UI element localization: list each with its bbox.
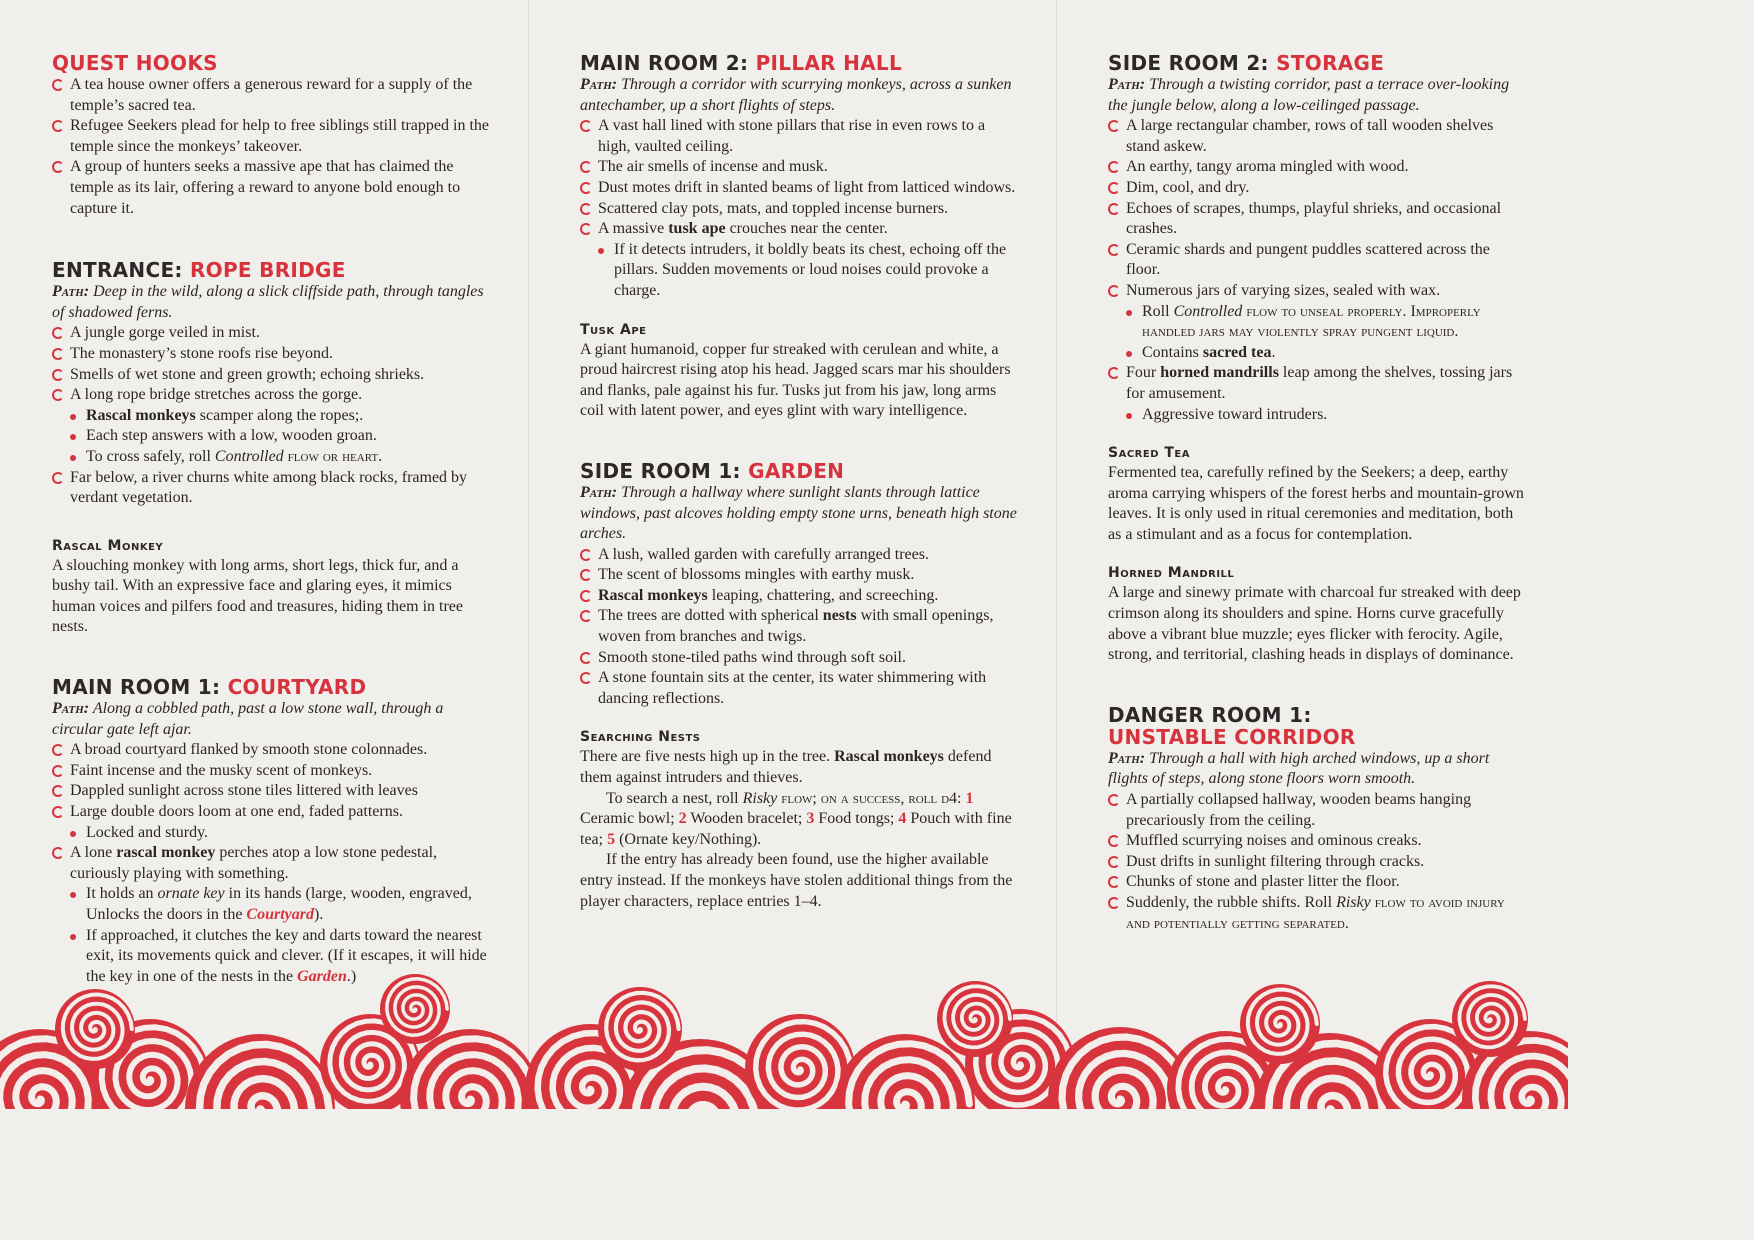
list-item: Refugee Seekers plead for help to free siblings still trapped in the temple since the monkeys’ takeover.	[52, 116, 492, 157]
quest-hooks-list	[52, 75, 492, 219]
swirl-border-decoration	[0, 969, 1568, 1109]
garden-heading: SIDE ROOM 1: GARDEN	[580, 458, 845, 483]
list-item: A group of hunters seeks a massive ape that has claimed the temple as its lair, offering a reward to anyone bold enough to capture it.	[52, 157, 492, 219]
list-item: The trees are dotted with spherical nests with small openings, woven from branches and twigs.	[580, 606, 1020, 647]
pillar-hall-list	[580, 116, 1020, 240]
courtyard-section	[52, 676, 492, 987]
list-item: Smooth stone-tiled paths wind through soft soil.	[580, 648, 1020, 669]
horned-mandrill-heading: Horned Mandrill	[1108, 565, 1235, 582]
entrance-sublist	[52, 406, 492, 468]
list-item: Ceramic shards and pungent puddles scattered across the floor.	[1108, 240, 1528, 281]
tusk-ape-heading: Tusk Ape	[580, 321, 647, 338]
pillar-hall-sublist	[580, 240, 1020, 302]
list-item: Faint incense and the musky scent of monkeys.	[52, 761, 492, 782]
pillar-hall-path: Path: Through a corridor with scurrying monkeys, across a sunken antechamber, up a short flights of steps.	[580, 76, 1012, 114]
list-item: The scent of blossoms mingles with earthy musk.	[580, 565, 1020, 586]
list-item: An earthy, tangy aroma mingled with wood.	[1108, 157, 1528, 178]
list-item: A broad courtyard flanked by smooth stone colonnades.	[52, 740, 492, 761]
tusk-ape-section	[580, 320, 1020, 422]
storage-list	[1108, 116, 1528, 301]
sub-item: Contains sacred tea.	[1108, 343, 1528, 364]
storage-section	[1108, 52, 1528, 425]
courtyard-list	[52, 740, 492, 822]
storage-path: Path: Through a twisting corridor, past a terrace over-looking the jungle below, along a low-ceilinged passage.	[1108, 76, 1510, 114]
list-item: Dust motes drift in slanted beams of light from latticed windows.	[580, 178, 1020, 199]
courtyard-link[interactable]: Courtyard	[246, 906, 314, 923]
list-item: A stone fountain sits at the center, its water shimmering with dancing reflections.	[580, 668, 1020, 709]
storage-heading: SIDE ROOM 2: STORAGE	[1108, 51, 1385, 75]
sub-item: Locked and sturdy.	[52, 823, 492, 844]
horned-mandrill-section	[1108, 563, 1528, 665]
list-item: Chunks of stone and plaster litter the floor.	[1108, 872, 1528, 893]
sub-item: Each step answers with a low, wooden groan.	[52, 426, 492, 447]
garden-list	[580, 545, 1020, 710]
storage-sublist-2	[1108, 405, 1528, 426]
list-item: A long rope bridge stretches across the gorge.	[52, 385, 492, 406]
rascal-monkey-text: A slouching monkey with long arms, short legs, thick fur, and a bushy tail. With an expressive face and glaring eyes, it mimics human voices and pilfers food and treasures, hiding them in tree nests.	[52, 556, 463, 636]
list-item: Smells of wet stone and green growth; echoing shrieks.	[52, 365, 492, 386]
list-item: Suddenly, the rubble shifts. Roll Risky flow to avoid injury and potentially getting separated.	[1108, 893, 1528, 934]
list-item: Four horned mandrills leap among the shelves, tossing jars for amusement.	[1108, 363, 1528, 404]
unstable-corridor-path: Path: Through a hall with high arched windows, up a short flights of steps, along stone floors worn smooth.	[1108, 749, 1490, 788]
searching-nests-heading: Searching Nests	[580, 729, 701, 746]
unstable-corridor-list	[1108, 790, 1528, 934]
courtyard-sublist-1	[52, 823, 492, 844]
list-item: The air smells of incense and musk.	[580, 157, 1020, 178]
list-item: Large double doors loom at one end, faded patterns.	[52, 802, 492, 823]
list-item: Numerous jars of varying sizes, sealed with wax.	[1108, 281, 1528, 302]
list-item: Far below, a river churns white among black rocks, framed by verdant vegetation.	[52, 468, 492, 509]
entrance-section	[52, 259, 492, 509]
rascal-monkey-heading: Rascal Monkey	[52, 537, 164, 554]
entrance-heading: ENTRANCE: ROPE BRIDGE	[52, 258, 346, 283]
list-item: Dust drifts in sunlight filtering through cracks.	[1108, 852, 1528, 873]
pillar-hall-section	[580, 52, 1020, 302]
entrance-list-end	[52, 468, 492, 509]
swirl-pattern	[0, 974, 1568, 1109]
entrance-list	[52, 323, 492, 405]
nests-paragraph-1: There are five nests high up in the tree. Rascal monkeys defend them against intruders and thieves.	[580, 748, 992, 787]
list-item: A tea house owner offers a generous reward for a supply of the temple’s sacred tea.	[52, 75, 492, 116]
sub-item: Aggressive toward intruders.	[1108, 405, 1528, 426]
sacred-tea-section	[1108, 443, 1528, 545]
sacred-tea-heading: Sacred Tea	[1108, 445, 1190, 462]
courtyard-list-2	[52, 843, 492, 884]
pillar-hall-heading: MAIN ROOM 2: PILLAR HALL	[580, 51, 903, 75]
nests-paragraph-3: If the entry has already been found, use the higher available entry instead. If the monkeys have stolen additional things from the player characters, replace entries 1–4.	[580, 851, 1013, 910]
list-item: Dim, cool, and dry.	[1108, 178, 1528, 199]
fold-line-right	[1056, 0, 1057, 1109]
panel-right	[1108, 52, 1528, 961]
garden-path: Path: Through a hallway where sunlight slants through lattice windows, past alcoves holding empty stone urns, beneath high stone arches.	[580, 483, 1017, 543]
sub-item: Roll Controlled flow to unseal properly. Improperly handled jars may violently spray pungent liquid.	[1108, 302, 1528, 343]
garden-link[interactable]: Garden	[297, 967, 347, 985]
list-item: Muffled scurrying noises and ominous creaks.	[1108, 831, 1528, 852]
unstable-corridor-heading: DANGER ROOM 1: UNSTABLE CORRIDOR	[1108, 702, 1356, 749]
sub-item: Rascal monkeys scamper along the ropes;.	[52, 406, 492, 427]
list-item: Scattered clay pots, mats, and toppled incense burners.	[580, 199, 1020, 220]
sub-item: To cross safely, roll Controlled flow or heart.	[52, 447, 492, 468]
sacred-tea-text: Fermented tea, carefully refined by the Seekers; a deep, earthy aroma carrying whispers of the forest herbs and mountain-grown leaves. It is only used in ritual ceremonies and meditation, both as a stimulant and as a focus for contemplation.	[1108, 464, 1524, 543]
horned-mandrill-text: A large and sinewy primate with charcoal fur streaked with deep crimson along its shoulders and spine. Horns curve gracefully above a vibrant blue muzzle; eyes flicker with ferocity. Agile, strong, and territorial, clashing heads in displays of dominance.	[1108, 584, 1521, 664]
storage-list-2	[1108, 363, 1528, 404]
courtyard-heading: MAIN ROOM 1: COURTYARD	[52, 675, 367, 700]
rascal-monkey-section	[52, 536, 492, 638]
list-item: A large rectangular chamber, rows of tall wooden shelves stand askew.	[1108, 116, 1528, 157]
panel-left	[52, 52, 492, 1014]
list-item: A vast hall lined with stone pillars that rise in even rows to a high, vaulted ceiling.	[580, 116, 1020, 157]
list-item: The monastery’s stone roofs rise beyond.	[52, 344, 492, 365]
sub-item: If it detects intruders, it boldly beats its chest, echoing off the pillars. Sudden movements or loud noises could provoke a charge.	[580, 240, 1020, 302]
entrance-path: Path: Deep in the wild, along a slick cliffside path, through tangles of shadowed ferns.	[52, 283, 484, 321]
unstable-corridor-section	[1108, 704, 1528, 934]
list-item: A lush, walled garden with carefully arranged trees.	[580, 545, 1020, 566]
garden-section	[580, 460, 1020, 710]
tusk-ape-text: A giant humanoid, copper fur streaked with cerulean and white, a proud haircrest rising atop his head. Jagged scars mar his shoulders and flanks, pale against his fur. Tusks jut from his jaw, long arms coil with latent power, and eyes glint with wary intelligence.	[580, 340, 1011, 420]
list-item: A jungle gorge veiled in mist.	[52, 323, 492, 344]
panel-middle	[580, 52, 1020, 939]
sub-item: It holds an ornate key in its hands (large, wooden, engraved, Unlocks the doors in the Courtyard).	[52, 884, 492, 925]
nests-paragraph-2: To search a nest, roll Risky flow; on a success, roll d4: 1 Ceramic bowl; 2 Wooden bracelet; 3 Food tongs; 4 Pouch with fine tea; 5 (Ornate key/Nothing).	[580, 789, 1012, 848]
quest-hooks-section	[52, 52, 492, 219]
list-item: Dappled sunlight across stone tiles littered with leaves	[52, 781, 492, 802]
sub-item: If approached, it clutches the key and darts toward the nearest exit, its movements quick and clever. (If it escapes, it will hide the key in one of the nests in the Garden.)	[52, 926, 492, 988]
storage-sublist-1	[1108, 302, 1528, 364]
quest-hooks-heading: QUEST HOOKS	[52, 51, 218, 75]
searching-nests-section	[580, 727, 1020, 912]
list-item: Rascal monkeys leaping, chattering, and screeching.	[580, 586, 1020, 607]
fold-line-left	[528, 0, 529, 1109]
list-item: A massive tusk ape crouches near the center.	[580, 219, 1020, 240]
list-item: A lone rascal monkey perches atop a low stone pedestal, curiously playing with something.	[52, 843, 492, 884]
list-item: Echoes of scrapes, thumps, playful shrieks, and occasional crashes.	[1108, 199, 1528, 240]
courtyard-path: Path: Along a cobbled path, past a low stone wall, through a circular gate left ajar.	[52, 700, 444, 738]
list-item: A partially collapsed hallway, wooden beams hanging precariously from the ceiling.	[1108, 790, 1528, 831]
